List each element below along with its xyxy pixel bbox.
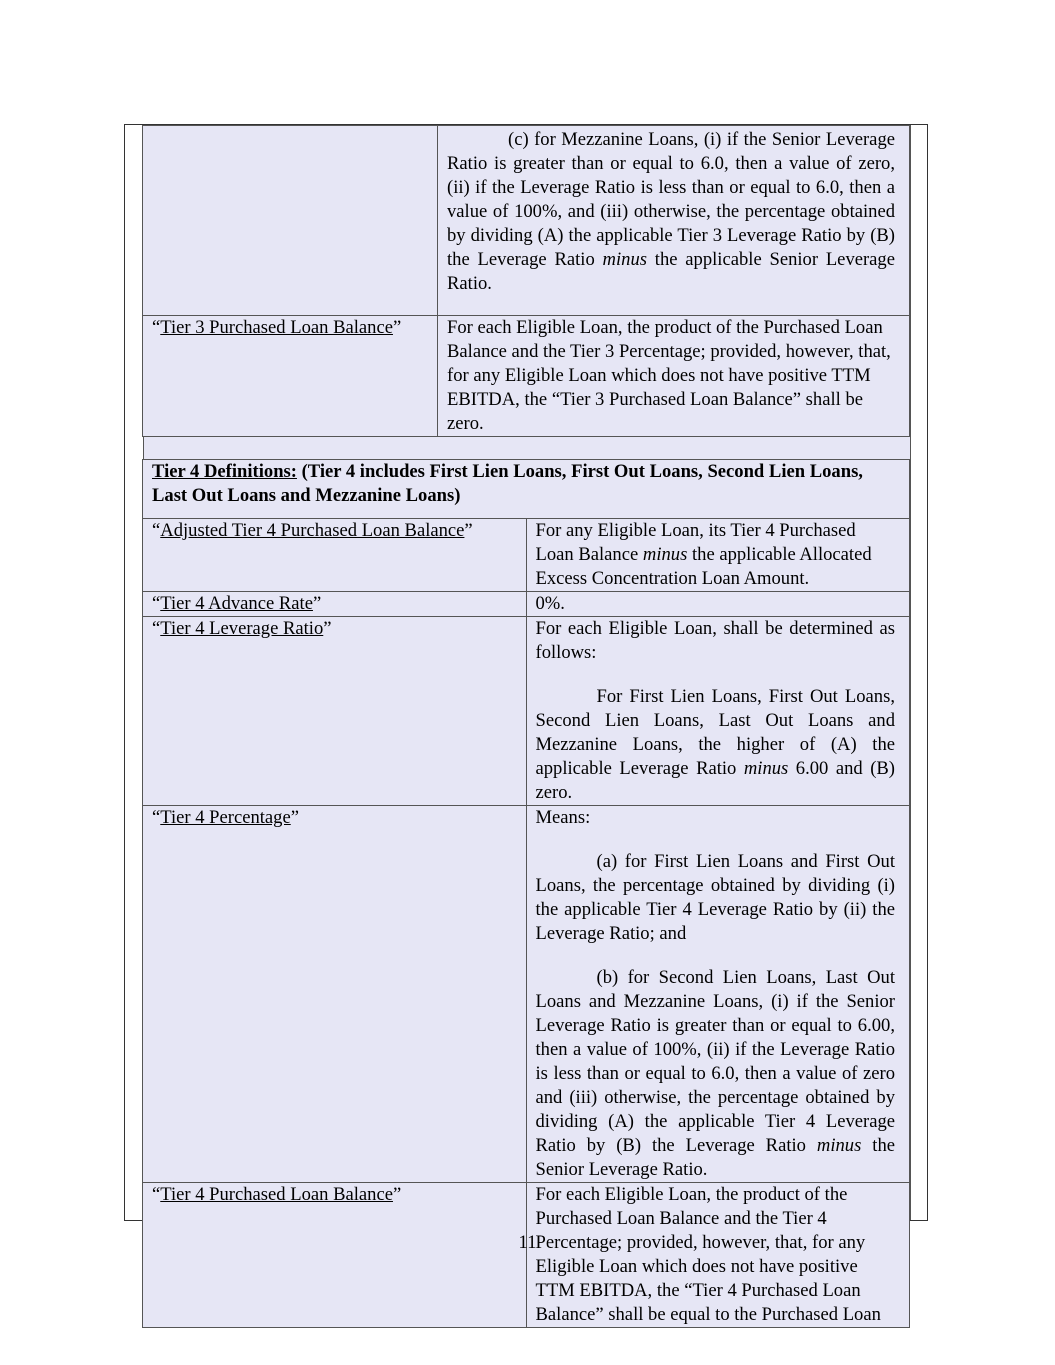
tier3-continuation: (c) for Mezzanine Loans, (i) if the Senior Leverage Ratio is greater than or equal to 6.0, then a value of zero, (ii) if the Leverage Ratio is less than or equal to 6.0, then a value of 100%, and (iii) otherwise, the percentage obtained by dividing (A) the applicable Tier 3 Leverage Ratio by (B) the Leverage Ratio minus the applicable Senior Leverage Ratio. bbox=[447, 129, 895, 294]
table-row bbox=[143, 617, 910, 806]
defined-term: Tier 4 Leverage Ratio bbox=[160, 618, 324, 639]
defined-term: Tier 4 Percentage bbox=[160, 807, 291, 828]
table-row bbox=[143, 126, 910, 316]
term-cell: “Tier 4 Leverage Ratio” bbox=[143, 617, 527, 806]
term-cell: “Tier 3 Purchased Loan Balance” bbox=[143, 316, 438, 437]
defined-term: Tier 3 Purchased Loan Balance bbox=[160, 317, 393, 338]
tier4-table bbox=[142, 459, 910, 1328]
table-row bbox=[143, 460, 910, 519]
definition-cell: 0%. bbox=[526, 592, 910, 617]
table-row bbox=[143, 1183, 910, 1328]
table-row bbox=[143, 316, 910, 437]
definition-cell: For each Eligible Loan, the product of the Purchased Loan Balance and the Tier 3 Percentage; provided, however, that, for any Eligible Loan which does not have positive TTM EBITDA, the “Tier 3 Purchased Loan Balance” shall be zero. bbox=[438, 316, 910, 437]
definition-cell: For each Eligible Loan, shall be determined as follows: For First Lien Loans, First Out Loans, Second Lien Loans, Last Out Loans and Mezzanine Loans, the higher of (A) the applicable Leverage Ratio minus 6.00 and (B) zero. bbox=[526, 617, 910, 806]
definition-cell: For each Eligible Loan, the product of the Purchased Loan Balance and the Tier 4 Percentage; provided, however, that, for any Eligible Loan which does not have positive TTM EBITDA, the “Tier 4 Purchased Loan Balance” shall be equal to the Purchased Loan bbox=[526, 1183, 910, 1328]
defined-term: Adjusted Tier 4 Purchased Loan Balance bbox=[160, 520, 465, 541]
definition-cell bbox=[438, 126, 910, 316]
tier4-heading: Tier 4 Definitions: (Tier 4 includes First Lien Loans, First Out Loans, Second Lien Loans, Last Out Loans and Mezzanine Loans) bbox=[143, 460, 910, 519]
table-row bbox=[143, 592, 910, 617]
definition-cell: For any Eligible Loan, its Tier 4 Purchased Loan Balance minus the applicable Allocated Excess Concentration Loan Amount. bbox=[526, 519, 910, 592]
term-cell: “Tier 4 Percentage” bbox=[143, 806, 527, 1183]
term-cell: “Adjusted Tier 4 Purchased Loan Balance” bbox=[143, 519, 527, 592]
definition-cell: Means: (a) for First Lien Loans and First Out Loans, the percentage obtained by dividing (i) the applicable Tier 4 Leverage Ratio by (ii) the Leverage Ratio; and (b) for Second Lien Loans, Last Out Loans and Mezzanine Loans, (i) if the Senior Leverage Ratio is greater than or equal to 6.00, then a value of 100%, (ii) if the Leverage Ratio is less than or equal to 6.0, then a value of zero and (iii) otherwise, the percentage obtained by dividing (A) the applicable Tier 4 Leverage Ratio by (B) the Leverage Ratio minus the Senior Leverage Ratio. bbox=[526, 806, 910, 1183]
table-row bbox=[143, 519, 910, 592]
tier3-table bbox=[142, 125, 910, 437]
defined-term: Tier 4 Advance Rate bbox=[160, 593, 313, 614]
term-cell: “Tier 4 Purchased Loan Balance” bbox=[143, 1183, 527, 1328]
defined-term: Tier 4 Purchased Loan Balance bbox=[160, 1184, 393, 1205]
term-cell bbox=[143, 126, 438, 316]
table-row bbox=[143, 806, 910, 1183]
term-cell: “Tier 4 Advance Rate” bbox=[143, 592, 527, 617]
page-number: 11 bbox=[518, 1232, 537, 1253]
